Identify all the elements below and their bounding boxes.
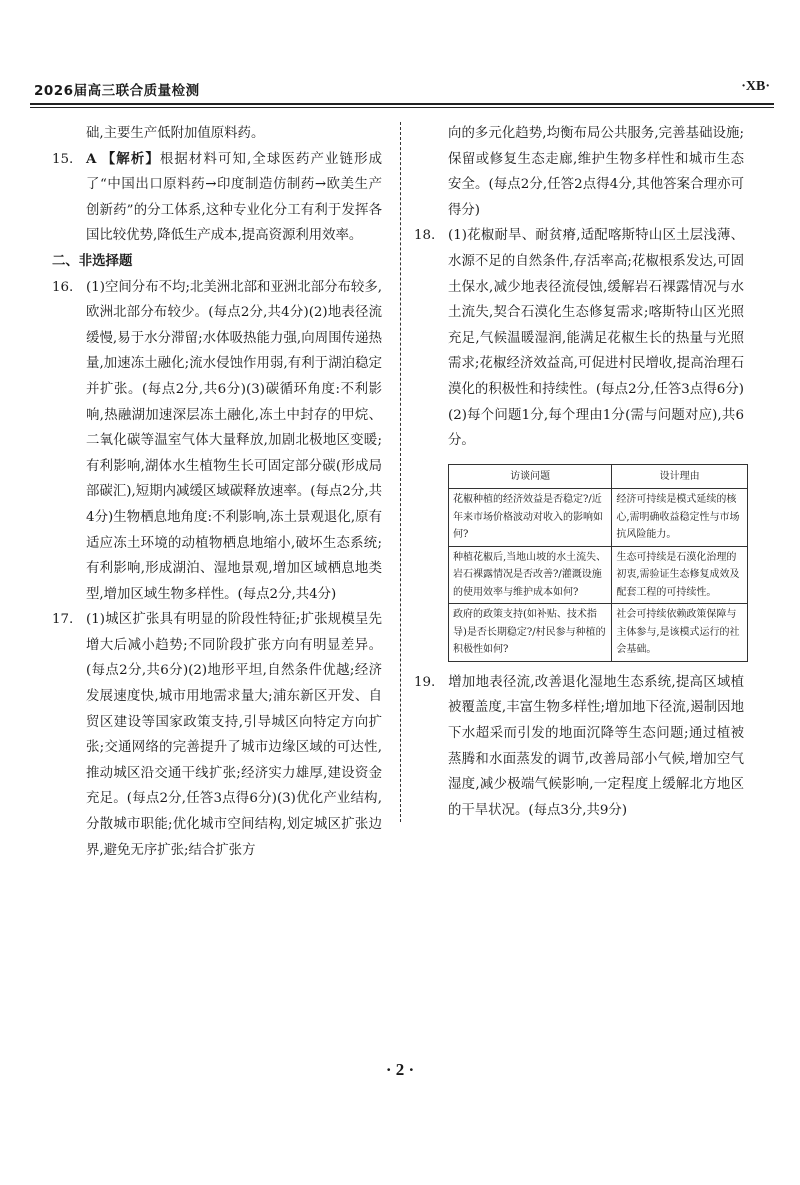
table-header: 访谈问题 [449, 464, 612, 489]
header-rule-thin [30, 107, 774, 108]
interview-table [448, 464, 748, 662]
q15-number: 15. [52, 151, 74, 167]
q18-text: (1)花椒耐旱、耐贫瘠,适配喀斯特山区土层浅薄、水源不足的自然条件,存活率高;花椒根系发达,可固土保水,减少地表径流侵蚀,缓解岩石裸露情况与水土流失,契合石漠化生态修复需求;喀斯特山区光照充足,气候温暖湿润,能满足花椒生长的热量与光照需求;花椒经济效益高,可促进村民增收,提高治理石漠化的积极性和持续性。(每点2分,任答3点得6分)(2)每个问题1分,每个理由1分(需与问题对应),共6分。 [448, 228, 744, 449]
page-number: · 2 · [385, 1060, 415, 1079]
table-cell: 社会可持续依赖政策保障与主体参与,是该模式运行的社会基础。 [612, 604, 748, 662]
page-header [30, 79, 774, 101]
table-row [449, 489, 748, 547]
q15-analysis-tag: 【解析】 [101, 150, 160, 167]
q19-answer [414, 670, 744, 824]
q19-number: 19. [414, 674, 436, 690]
header-rule-thick [30, 103, 774, 105]
q17-number: 17. [52, 612, 74, 628]
section-heading: 二、非选择题 [52, 253, 133, 269]
q17-continuation: 向的多元化趋势,均衡布局公共服务,完善基础设施;保留或修复生态走廊,维护生物多样性和城市生态安全。(每点2分,任答2点得4分,其他答案合理亦可得分) [448, 126, 744, 218]
q19-text: 增加地表径流,改善退化湿地生态系统,提高区域植被覆盖度,丰富生物多样性;增加地下径流,遏制因地下水超采而引发的地面沉降等生态问题;通过植被蒸腾和水面蒸发的调节,改善局部小气候,增加空气湿度,减少极端气候影响,一定程度上缓解北方地区的干旱状况。(每点3分,共9分) [448, 674, 744, 818]
q18-answer [414, 223, 744, 453]
right-column [414, 121, 744, 823]
q15-answer [52, 147, 382, 249]
q15-text: 根据材料可知,全球医药产业链形成了“中国出口原料药→印度制造仿制药→欧美生产创新药”的分工体系,这种专业化分工有利于发挥各国比较优势,降低生产成本,提高资源利用效率。 [86, 151, 382, 244]
table-cell: 生态可持续是石漠化治理的初衷,需验证生态修复成效及配套工程的可持续性。 [612, 546, 748, 604]
table-cell: 经济可持续是模式延续的核心,需明确收益稳定性与市场抗风险能力。 [612, 489, 748, 547]
table-cell: 政府的政策支持(如补贴、技术指导)是否长期稳定?/村民参与种植的积极性如何? [449, 604, 612, 662]
column-divider [400, 122, 401, 822]
q16-text: (1)空间分布不均;北美洲北部和亚洲北部分布较多,欧洲北部分布较少。(每点2分,共4分)(2)地表径流缓慢,易于水分滞留;水体吸热能力强,向周围传递热量,加速冻土融化;流水侵蚀作用弱,有利于湖泊稳定并扩张。(每点2分,共6分)(3)碳循环角度:不利影响,热融湖加速深层冻土融化,冻土中封存的甲烷、二氧化碳等温室气体大量释放,加剧北极地区变暖;有利影响,湖体水生植物生长可固定部分碳(形成局部碳汇),短期内减缓区域碳释放速率。(每点2分,共4分)生物栖息地角度:不利影响,冻土景观退化,原有适应冻土环境的动植物栖息地缩小,破坏生态系统;有利影响,形成湖泊、湿地景观,增加区域栖息地类型,增加区域生物多样性。(每点2分,共4分) [86, 279, 382, 602]
q15-choice: A [86, 150, 97, 167]
table-header: 设计理由 [612, 464, 748, 489]
exam-code: ·XB· [741, 79, 770, 94]
table-row [449, 546, 748, 604]
table-cell: 花椒种植的经济效益是否稳定?/近年来市场价格波动对收入的影响如何? [449, 489, 612, 547]
q18-number: 18. [414, 228, 436, 244]
left-column [52, 121, 382, 863]
q16-answer [52, 275, 382, 608]
q17-answer [52, 607, 382, 863]
q16-number: 16. [52, 279, 74, 295]
q17-text: (1)城区扩张具有明显的阶段性特征;扩张规模呈先增大后减小趋势;不同阶段扩张方向有明显差异。(每点2分,共6分)(2)地形平坦,自然条件优越;经济发展速度快,城市用地需求量大;浦东新区开发、自贸区建设等国家政策支持,引导城区向特定方向扩张;交通网络的完善提升了城市边缘区域的可达性,推动城区沿交通干线扩张;经济实力雄厚,建设资金充足。(每点2分,任答3点得6分)(3)优化产业结构,分散城市职能;优化城市空间结构,划定城区扩张边界,避免无序扩张;结合扩张方 [86, 612, 382, 858]
table-row [449, 604, 748, 662]
table-cell: 种植花椒后,当地山坡的水土流失、岩石裸露情况是否改善?/灌溉设施的使用效率与维护成本如何? [449, 546, 612, 604]
exam-title: 2026届高三联合质量检测 [34, 83, 200, 99]
q14-continuation: 础,主要生产低附加值原料药。 [86, 126, 265, 141]
table-header-row [449, 464, 748, 489]
